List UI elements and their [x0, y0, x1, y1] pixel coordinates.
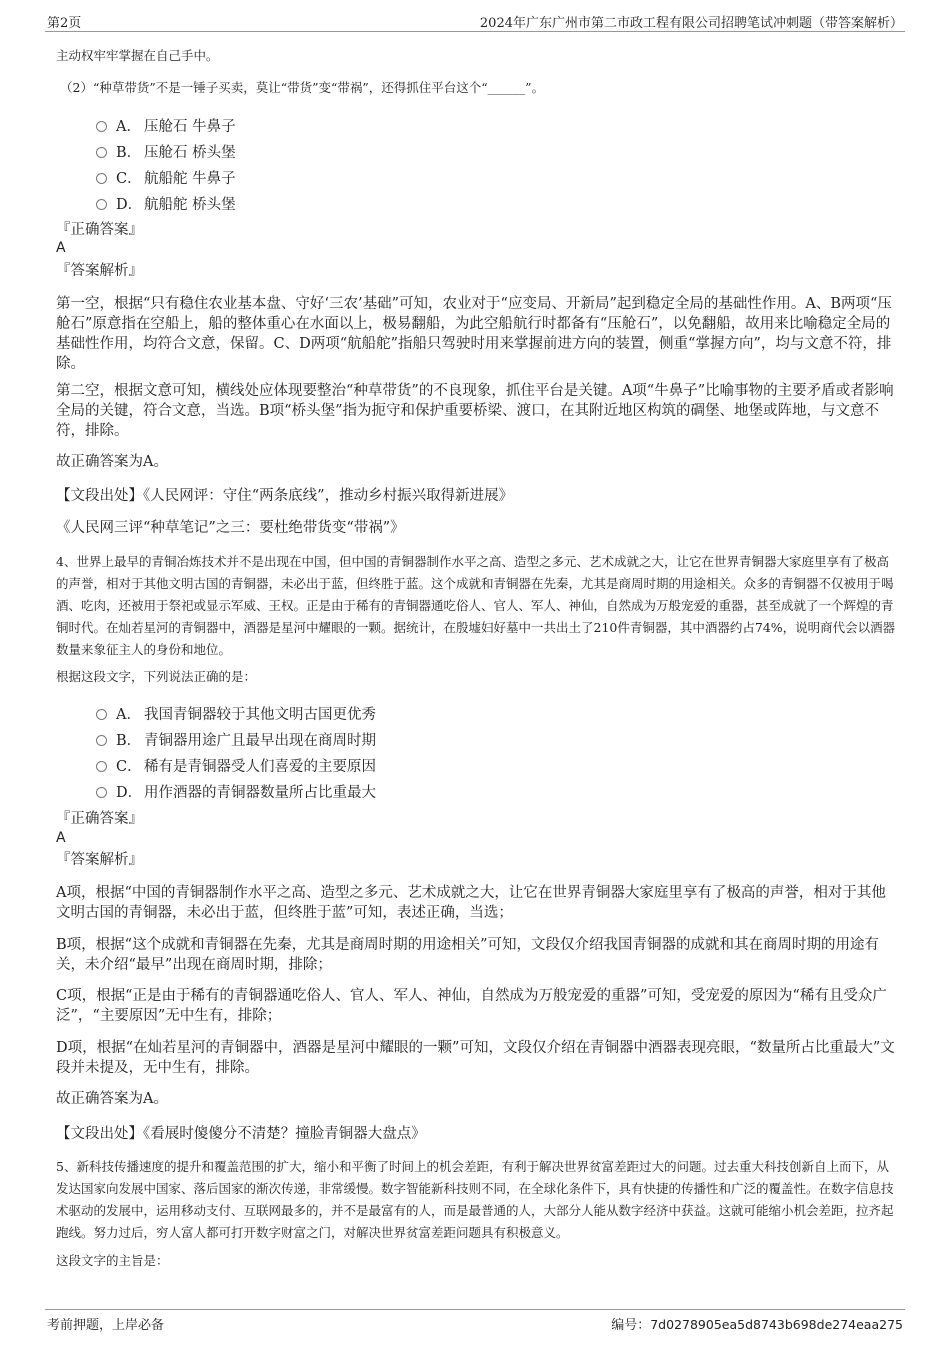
q4-analysis-b: B项，根据“这个成就和青铜器在先秦，尤其是商周时期的用途相关”可知，文段仅介绍我国青铜器的成就和其在商周时期的用途有关，未介绍“最早”出现在商周时期，排除；	[56, 937, 879, 973]
radio-icon[interactable]	[96, 121, 107, 132]
radio-icon[interactable]	[96, 147, 107, 158]
q4-option-c[interactable]: C． 稀有是青铜器受人们喜爱的主要原因	[96, 755, 376, 776]
document-title: 2024年广东广州市第二市政工程有限公司招聘笔试冲刺题（带答案解析）	[479, 16, 903, 31]
q3-intro-tail: 主动权牢牢掌握在自己手中。	[56, 48, 219, 63]
radio-icon[interactable]	[96, 735, 107, 746]
radio-icon[interactable]	[96, 709, 107, 720]
q3-answer: A	[56, 240, 66, 256]
q3-option-a[interactable]: A． 压舱石 牛鼻子	[96, 115, 236, 136]
q3-option-c[interactable]: C． 航船舵 牛鼻子	[96, 167, 236, 188]
q4-option-d[interactable]: D． 用作酒器的青铜器数量所占比重最大	[96, 781, 376, 802]
q3-option-d[interactable]: D． 航船舵 桥头堡	[96, 193, 236, 214]
q5-stem: 这段文字的主旨是：	[56, 1253, 169, 1268]
q4-analysis-d: D项，根据“在灿若星河的青铜器中，酒器是星河中耀眼的一颗”可知，文段仅介绍在青铜器中酒器表现亮眼，“数量所占比重最大”文段并未提及，无中生有，排除。	[56, 1040, 895, 1076]
q3-option-b[interactable]: B． 压舱石 桥头堡	[96, 141, 236, 162]
document-id: 编号：7d0278905ea5d8743b698de274eaa275	[611, 1317, 903, 1333]
q4-answer-label: 『正确答案』	[56, 811, 143, 827]
q4-answer: A	[56, 830, 66, 846]
footer-slogan: 考前押题，上岸必备	[47, 1318, 165, 1333]
radio-icon[interactable]	[96, 787, 107, 798]
q3-analysis-label: 『答案解析』	[56, 263, 143, 279]
radio-icon[interactable]	[96, 761, 107, 772]
q3-analysis-1: 第一空，根据“只有稳住农业基本盘、守好‘三农’基础”可知，农业对于“应变局、开新局”起到稳定全局的基础性作用。A、B两项“压舱石”原意指在空船上，船的整体重心在水面以上，极易翻船，为此空船航行时都备有“压舱石”，以免翻船，故用来比喻稳定全局的基础性作用，均符合文意，保留。C、D两项“航船舵”指船只驾驶时用来掌握前进方向的装置，侧重“掌握方向”，均与文意不符，排除。	[56, 296, 892, 372]
q3-source-1: 【文段出处】《人民网评：守住“两条底线”，推动乡村振兴取得新进展》	[56, 488, 514, 504]
radio-icon[interactable]	[96, 199, 107, 210]
q4-option-a[interactable]: A． 我国青铜器较于其他文明古国更优秀	[96, 703, 376, 724]
q4-analysis-label: 『答案解析』	[56, 852, 143, 868]
q5-passage: 5、新科技传播速度的提升和覆盖范围的扩大，缩小和平衡了时间上的机会差距，有利于解决世界贫富差距过大的问题。过去重大科技创新自上而下，从发达国家向发展中国家、落后国家的渐次传递，非常缓慢。数字智能新科技则不同，在全球化条件下，具有快捷的传播性和广泛的覆盖性。在数字信息技术驱动的发展中，运用移动支付、互联网最多的，并不是最富有的人，而是最普通的人，大部分人能从数字经济中获益。这就可能缩小机会差距，拉齐起跑线。努力过后，穷人富人都可打开数字财富之门，对解决世界贫富差距问题具有积极意义。	[56, 1159, 894, 1240]
page-footer	[45, 1309, 905, 1346]
q4-stem: 根据这段文字，下列说法正确的是：	[56, 669, 257, 684]
q4-analysis-conclusion: 故正确答案为A。	[56, 1091, 168, 1107]
q4-analysis-a: A项，根据“中国的青铜器制作水平之高、造型之多元、艺术成就之大，让它在世界青铜器大家庭里享有了极高的声誉，相对于其他文明古国的青铜器，未必出于蓝，但终胜于蓝”可知，表述正确，当选；	[56, 885, 886, 921]
radio-icon[interactable]	[96, 173, 107, 184]
page-header	[45, 0, 905, 32]
q3-analysis-conclusion: 故正确答案为A。	[56, 454, 168, 470]
q3-answer-label: 『正确答案』	[56, 222, 143, 238]
q4-passage: 4、世界上最早的青铜冶炼技术并不是出现在中国，但中国的青铜器制作水平之高、造型之多元、艺术成就之大，让它在世界青铜器大家庭里享有了极高的声誉，相对于其他文明古国的青铜器，未必出于蓝，但终胜于蓝。这个成就和青铜器在先秦，尤其是商周时期的用途相关。众多的青铜器不仅被用于喝酒、吃肉，还被用于祭祀或显示军威、王权。正是由于稀有的青铜器通吃俗人、官人、军人、神仙，自然成为万般宠爱的重器，甚至成就了一个辉煌的青铜时代。在灿若星河的青铜器中，酒器是星河中耀眼的一颗。据统计，在殷墟妇好墓中一共出土了210件青铜器，其中酒器约占74%，说明商代会以酒器数量来象征主人的身份和地位。	[56, 554, 896, 657]
q3-analysis-2: 第二空，根据文意可知，横线处应体现要整治“种草带货”的不良现象，抓住平台是关键。A项“牛鼻子”比喻事物的主要矛盾或者影响全局的关键，符合文意，当选。B项“桥头堡”指为扼守和保护重要桥梁、渡口，在其附近地区构筑的碉堡、地堡或阵地，与文意不符，排除。	[56, 383, 894, 439]
q3-source-2: 《人民网三评“种草笔记”之三：要杜绝带货变“带祸”》	[56, 520, 405, 536]
q4-analysis-c: C项，根据“正是由于稀有的青铜器通吃俗人、官人、军人、神仙，自然成为万般宠爱的重器”可知，受宠爱的原因为“稀有且受众广泛”，“主要原因”无中生有，排除；	[56, 988, 887, 1024]
q4-source: 【文段出处】《看展时傻傻分不清楚？撞脸青铜器大盘点》	[56, 1126, 426, 1142]
q3-question-2-stem: （2）“种草带货”不是一锤子买卖，莫让“带货”变“带祸”，还得抓住平台这个“______”。	[60, 80, 545, 95]
page-number: 第2页	[47, 16, 82, 31]
q4-option-b[interactable]: B． 青铜器用途广且最早出现在商周时期	[96, 729, 376, 750]
